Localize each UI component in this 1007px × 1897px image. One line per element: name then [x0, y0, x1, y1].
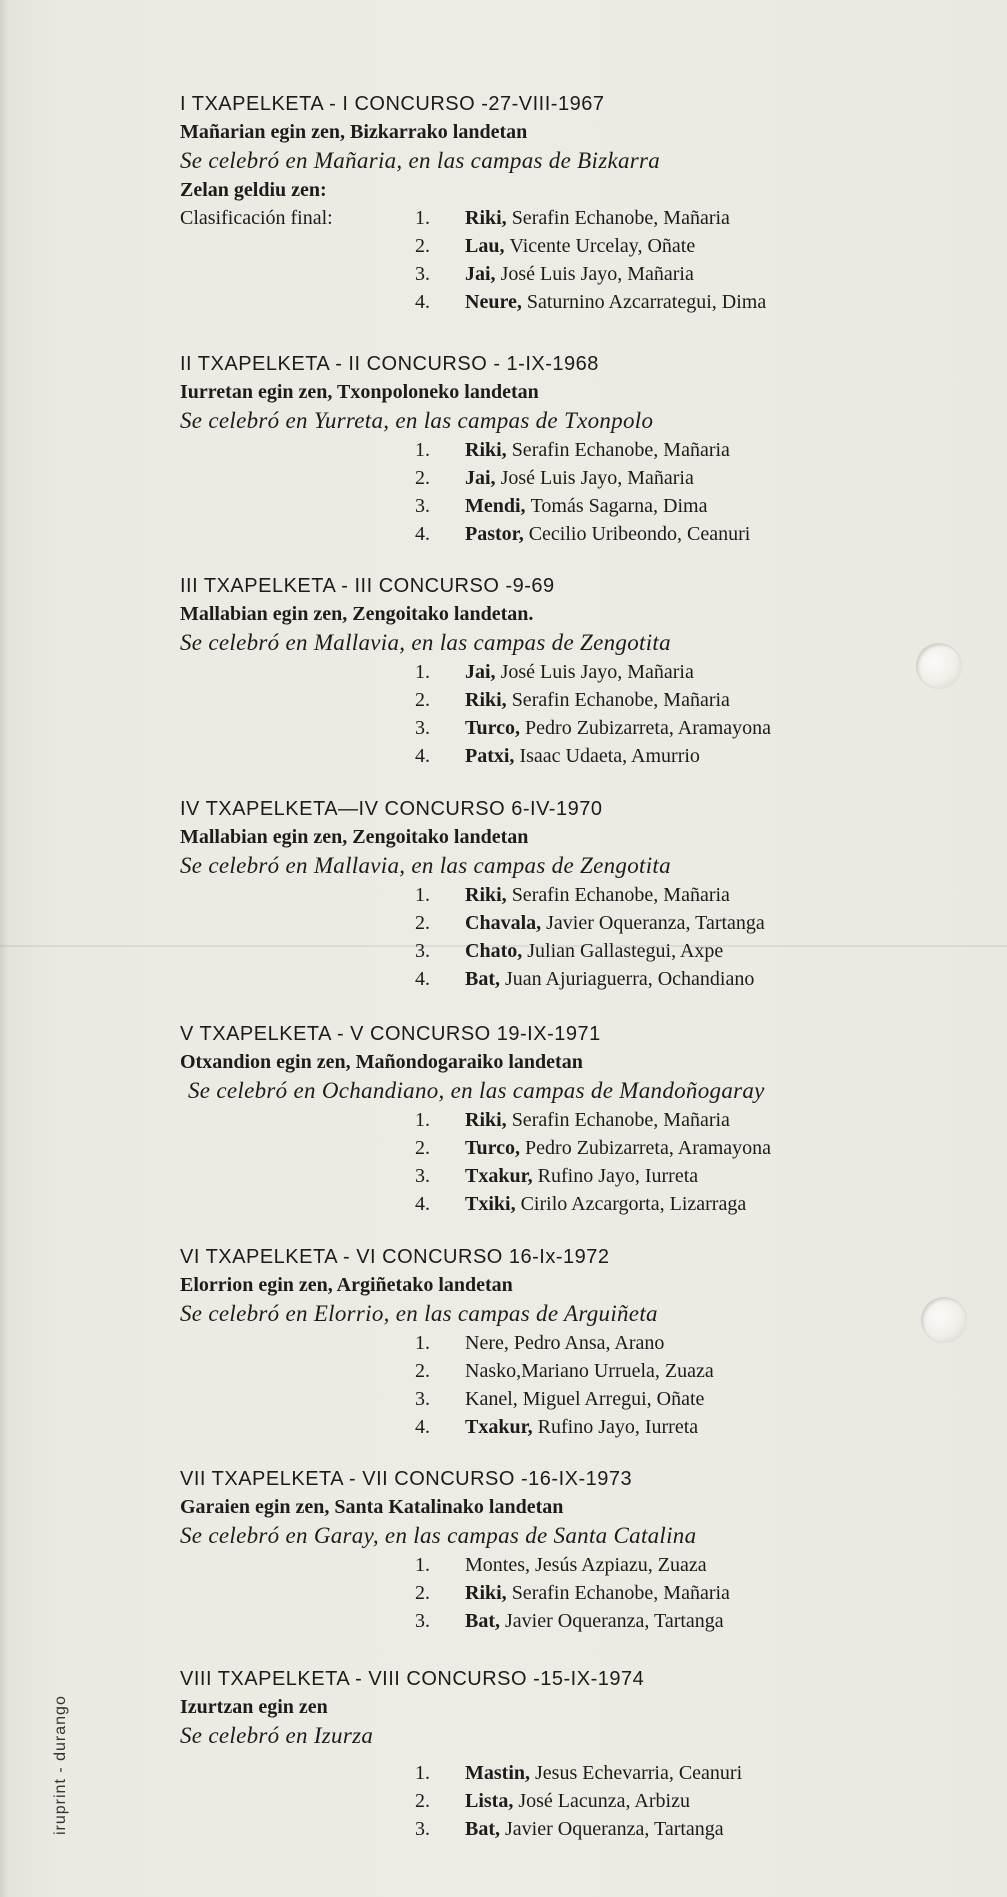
result-row: 4. Txakur, Rufino Jayo, Iurreta: [415, 1416, 699, 1438]
concurso-5: [180, 1020, 980, 1218]
section-heading: V TXAPELKETA - V CONCURSO 19-IX-1971: [180, 1023, 601, 1045]
results-list: [180, 436, 980, 548]
result-row: 3. Bat, Javier Oqueranza, Tartanga: [415, 1610, 724, 1632]
result-row: 1. Riki, Serafin Echanobe, Mañaria: [415, 439, 730, 461]
result-row: 2. Turco, Pedro Zubizarreta, Aramayona: [415, 1137, 772, 1159]
section-heading: II TXAPELKETA - II CONCURSO - 1-IX-1968: [180, 353, 599, 375]
section-spanish-line: Se celebró en Ochandiano, en las campas de Mandoñogaray: [188, 1078, 765, 1103]
section-spanish-line: Se celebró en Mañaria, en las campas de Bizkarra: [180, 148, 661, 173]
results-list: [180, 1551, 980, 1635]
section-basque-line: Otxandion egin zen, Mañondogaraiko landetan: [180, 1051, 583, 1073]
section-spanish-line: Se celebró en Mallavia, en las campas de Zengotita: [180, 630, 671, 655]
result-row: 4. Txiki, Cirilo Azcargorta, Lizarraga: [415, 1193, 747, 1215]
section-subtitle: Zelan geldiu zen:: [180, 179, 327, 201]
result-row: 3. Turco, Pedro Zubizarreta, Aramayona: [415, 717, 772, 739]
section-spanish-line: Se celebró en Elorrio, en las campas de Arguiñeta: [180, 1301, 658, 1326]
section-basque-line: Elorrion egin zen, Argiñetako landetan: [180, 1274, 513, 1296]
concurso-1: [180, 90, 980, 316]
result-row: 3. Bat, Javier Oqueranza, Tartanga: [415, 1818, 724, 1840]
result-row: 1. Mastin, Jesus Echevarria, Ceanuri: [415, 1762, 743, 1784]
result-row: 2. Riki, Serafin Echanobe, Mañaria: [415, 689, 730, 711]
result-row: 2. Jai, José Luis Jayo, Mañaria: [415, 467, 694, 489]
results-list: [180, 1106, 980, 1218]
result-row: 4. Bat, Juan Ajuriaguerra, Ochandiano: [415, 968, 755, 990]
result-row: 4. Neure, Saturnino Azcarrategui, Dima: [415, 291, 767, 313]
result-row: 3. Kanel, Miguel Arregui, Oñate: [415, 1388, 705, 1410]
section-heading: IV TXAPELKETA—IV CONCURSO 6-IV-1970: [180, 798, 603, 820]
result-row: 2. Lau, Vicente Urcelay, Oñate: [415, 235, 696, 257]
section-basque-line: Garaien egin zen, Santa Katalinako landetan: [180, 1496, 564, 1518]
result-row: 3. Jai, José Luis Jayo, Mañaria: [415, 263, 694, 285]
result-row: 1. Riki, Serafin Echanobe, Mañaria: [415, 207, 730, 229]
section-basque-line: Izurtzan egin zen: [180, 1696, 328, 1718]
section-spanish-line: Se celebró en Mallavia, en las campas de Zengotita: [180, 853, 671, 878]
section-heading: VII TXAPELKETA - VII CONCURSO -16-IX-1973: [180, 1468, 633, 1490]
section-basque-line: Mallabian egin zen, Zengoitako landetan.: [180, 603, 534, 625]
concurso-3: [180, 572, 980, 770]
section-basque-line: Mallabian egin zen, Zengoitako landetan: [180, 826, 529, 848]
concurso-8: [180, 1665, 980, 1843]
section-spanish-line: Se celebró en Garay, en las campas de Santa Catalina: [180, 1523, 697, 1548]
result-row: 1. Nere, Pedro Ansa, Arano: [415, 1332, 665, 1354]
result-row: 3. Txakur, Rufino Jayo, Iurreta: [415, 1165, 699, 1187]
section-spanish-line: Se celebró en Izurza: [180, 1723, 374, 1748]
results-list: [180, 658, 980, 770]
paper-edge-shadow: [0, 0, 8, 1897]
section-basque-line: Mañarian egin zen, Bizkarrako landetan: [180, 121, 528, 143]
result-row: 3. Chato, Julian Gallastegui, Axpe: [415, 940, 724, 962]
section-spanish-line: Se celebró en Yurreta, en las campas de Txonpolo: [180, 408, 654, 433]
concurso-2: [180, 350, 980, 548]
section-heading: VI TXAPELKETA - VI CONCURSO 16-Ix-1972: [180, 1246, 610, 1268]
section-basque-line: Iurretan egin zen, Txonpoloneko landetan: [180, 381, 539, 403]
concurso-7: [180, 1465, 980, 1635]
result-row: 2. Chavala, Javier Oqueranza, Tartanga: [415, 912, 765, 934]
result-row: 4. Patxi, Isaac Udaeta, Amurrio: [415, 745, 700, 767]
section-heading: VIII TXAPELKETA - VIII CONCURSO -15-IX-1974: [180, 1668, 645, 1690]
result-row: 1. Montes, Jesús Azpiazu, Zuaza: [415, 1554, 707, 1576]
result-row: 3. Mendi, Tomás Sagarna, Dima: [415, 495, 708, 517]
section-heading: I TXAPELKETA - I CONCURSO -27-VIII-1967: [180, 93, 605, 115]
concurso-6: [180, 1243, 980, 1441]
result-row: 2. Riki, Serafin Echanobe, Mañaria: [415, 1582, 730, 1604]
result-row: 4. Pastor, Cecilio Uribeondo, Ceanuri: [415, 523, 751, 545]
result-row: 1. Riki, Serafin Echanobe, Mañaria: [415, 1109, 730, 1131]
section-heading: III TXAPELKETA - III CONCURSO -9-69: [180, 575, 555, 597]
printer-credit: iruprint - durango: [52, 1695, 69, 1835]
results-list: [180, 204, 980, 316]
results-list: [180, 1329, 980, 1441]
concurso-4: [180, 795, 980, 993]
results-list: [180, 881, 980, 993]
results-list: [180, 1759, 980, 1843]
classification-label: Clasificación final:: [180, 207, 333, 229]
result-row: 1. Riki, Serafin Echanobe, Mañaria: [415, 884, 730, 906]
result-row: 1. Jai, José Luis Jayo, Mañaria: [415, 661, 694, 683]
result-row: 2. Nasko,Mariano Urruela, Zuaza: [415, 1360, 714, 1382]
result-row: 2. Lista, José Lacunza, Arbizu: [415, 1790, 690, 1812]
